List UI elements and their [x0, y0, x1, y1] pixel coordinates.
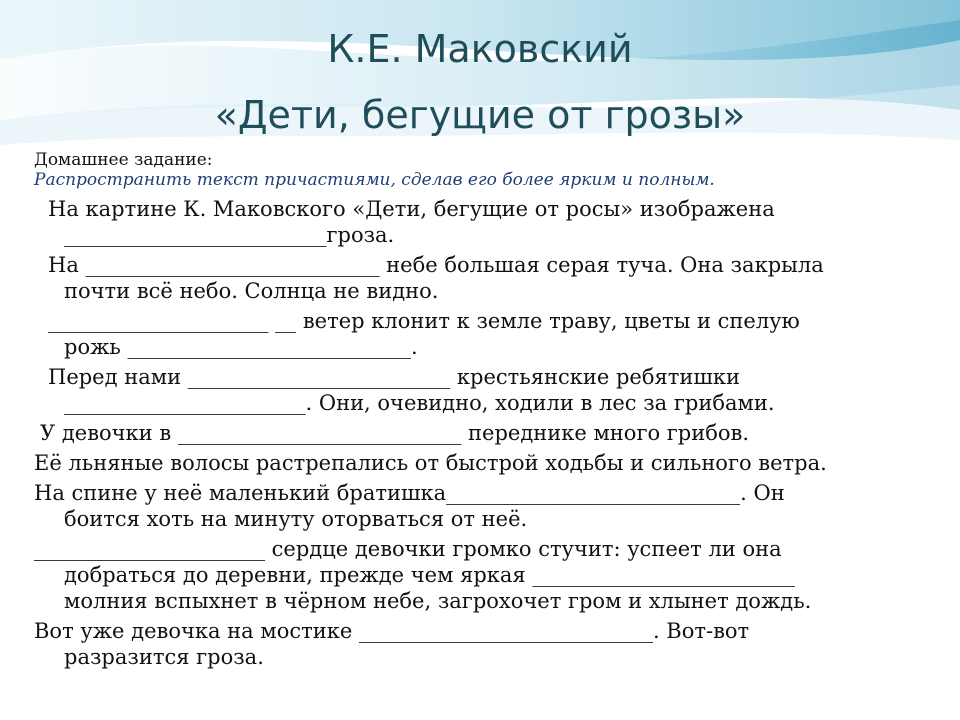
paragraph-line: У девочки в ___________________________ переднике много грибов. [40, 421, 749, 445]
paragraph-line: Её льняные волосы растрепались от быстрой ходьбы и сильного ветра. [34, 451, 827, 475]
paragraph-line: боится хоть на минуту оторваться от неё. [64, 507, 528, 531]
paragraph [34, 618, 944, 670]
paragraph [34, 196, 944, 248]
paragraph-line: разразится гроза. [64, 645, 264, 669]
paragraph-line: добраться до деревни, прежде чем яркая _________________________ [64, 563, 795, 587]
paragraph [34, 536, 944, 614]
slide-title-author: К.Е. Маковский [327, 27, 633, 71]
paragraph [34, 252, 944, 304]
homework-label: Домашнее задание: [34, 150, 213, 170]
paragraph [34, 420, 944, 446]
paragraph [34, 450, 944, 476]
paragraph-line: молния вспыхнет в чёрном небе, загрохочет гром и хлынет дождь. [64, 589, 812, 613]
paragraph-line: _________________________гроза. [64, 223, 395, 247]
worksheet-body [34, 150, 944, 670]
paragraph-line: На ____________________________ небе большая серая туча. Она закрыла [48, 253, 824, 277]
paragraph-line: почти всё небо. Солнца не видно. [64, 279, 439, 303]
paragraph-line: На картине К. Маковского «Дети, бегущие от росы» изображена [48, 197, 775, 221]
paragraph-line: Вот уже девочка на мостике ____________________________. Вот-вот [34, 619, 750, 643]
slide-title-painting: «Дети, бегущие от грозы» [214, 93, 746, 137]
paragraph-line: рожь ___________________________. [64, 335, 418, 359]
paragraph-line: ______________________ сердце девочки громко стучит: успеет ли она [34, 537, 782, 561]
paragraph-line: На спине у неё маленький братишка____________________________. Он [34, 481, 785, 505]
paragraph [34, 364, 944, 416]
homework-task: Распространить текст причастиями, сделав его более ярким и полным. [34, 170, 715, 190]
paragraph-line: Перед нами _________________________ крестьянские ребятишки [48, 365, 740, 389]
paragraph-line: _______________________. Они, очевидно, ходили в лес за грибами. [64, 391, 775, 415]
paragraph [34, 480, 944, 532]
paragraph [34, 308, 944, 360]
paragraph-line: _____________________ __ ветер клонит к земле траву, цветы и спелую [48, 309, 800, 333]
